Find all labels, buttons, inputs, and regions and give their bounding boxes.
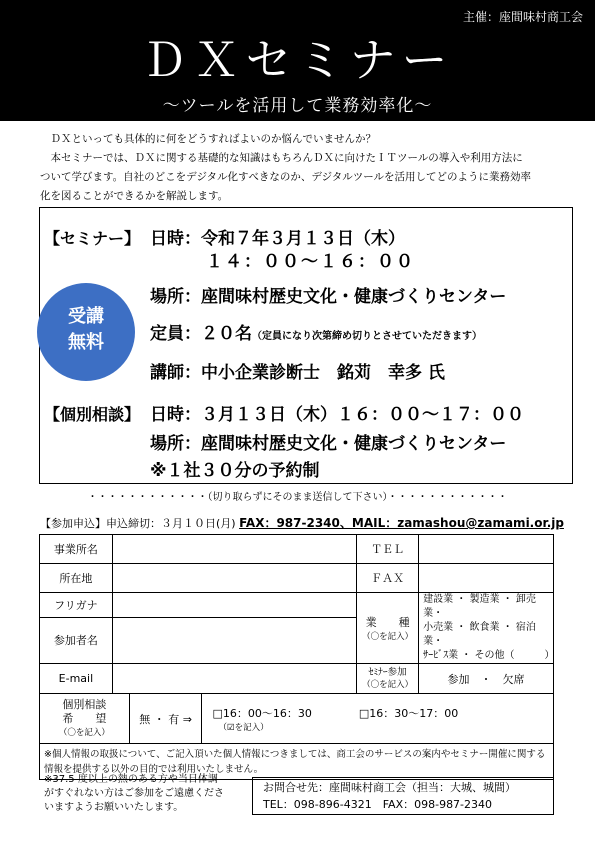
email-label: E-mail	[40, 664, 113, 694]
fax-field[interactable]	[419, 564, 554, 593]
seminar-lecturer-label: 講師：	[150, 363, 201, 383]
industry-note: （〇を記入）	[362, 632, 414, 642]
header-banner	[0, 0, 595, 121]
slot-note: （☑を記入）	[218, 722, 269, 733]
apply-info	[40, 514, 564, 531]
consult-choice[interactable]: 無 ・ 有 ⇒	[129, 694, 202, 744]
application-form	[39, 534, 554, 780]
page-title: ＤＸセミナー	[141, 33, 454, 87]
industry-label-cell	[357, 593, 419, 664]
company-field[interactable]	[112, 535, 356, 564]
consult-wish-label: 希 望	[62, 711, 107, 725]
tel-field[interactable]	[419, 535, 554, 564]
consult-wish-label: 個別相談	[62, 697, 107, 711]
contact-numbers: TEL：098-896-4321 FAX：098-987-2340	[263, 798, 493, 811]
attendee-label: 参加者名	[40, 617, 113, 663]
seminar-lecturer-value: 中小企業診断士 銘苅 幸多 氏	[201, 363, 445, 383]
contact-org: お問合せ先：座間味村商工会（担当：大城、城間）	[263, 781, 516, 794]
seminar-join-note: （〇を記入）	[362, 679, 414, 690]
intro-line: 化を図ることができるかを解説します。	[40, 190, 229, 202]
consult-place	[150, 429, 506, 454]
slot-checkbox-2[interactable]: □16：30～17：00	[358, 706, 459, 720]
cut-line: ・・・・・・・・・・・・（切り取らずにそのまま送信して下さい）・・・・・・・・・・・・	[87, 492, 508, 503]
tel-label: ＴＥＬ	[357, 535, 419, 564]
seminar-date-label: 日時：	[150, 229, 201, 249]
consult-date-label: 日時：	[150, 405, 201, 425]
seminar-capacity-note: （定員になり次第締め切りとさせていただきます）	[252, 331, 482, 342]
seminar-lecturer	[150, 358, 445, 383]
seminar-join-options[interactable]: 参加 ・ 欠席	[419, 664, 554, 694]
furigana-field[interactable]	[112, 593, 356, 618]
consult-place-label: 場所：	[150, 434, 201, 454]
industry-option-line: 小売業 ・ 飲食業 ・ 宿泊業・	[423, 622, 536, 647]
industry-label: 業 種	[365, 616, 410, 629]
consult-date	[150, 400, 524, 425]
contact-box	[252, 777, 554, 815]
seminar-place-label: 場所：	[150, 287, 201, 307]
seminar-capacity-value: ２０名	[201, 324, 252, 344]
privacy-notice: ※個人情報の取扱について、ご記入頂いた個人情報につきましては、商工会のサービスの案内やセミナー開催に関する情報を提供する以外の目的では利用いたしません。	[40, 744, 554, 780]
industry-option-line: 建設業 ・ 製造業 ・ 卸売業・	[423, 594, 536, 619]
intro-text	[40, 130, 560, 206]
furigana-label: フリガナ	[40, 593, 113, 618]
intro-line: 本セミナーでは、ＤＸに関する基礎的な知識はもちろんＤＸに向けたＩＴツールの導入や利用方法に	[50, 152, 523, 164]
seminar-place	[150, 282, 506, 307]
intro-line: ついて学びます。自社のどこをデジタル化すべきなのか、デジタルツールを活用してどのように業務効率	[40, 171, 531, 183]
free-badge	[37, 283, 135, 381]
address-label: 所在地	[40, 564, 113, 593]
seminar-capacity	[150, 319, 482, 344]
seminar-date	[150, 224, 405, 249]
apply-contact: FAX：987-2340、MAIL：zamashou@zamami.or.jp	[239, 516, 564, 530]
health-note-line: いますようお願いいたします。	[44, 802, 184, 813]
consult-wish-label-cell	[40, 694, 130, 744]
consult-label: 【個別相談】	[44, 405, 141, 424]
page-subtitle: ～ツールを活用して業務効率化～	[162, 96, 433, 116]
apply-deadline: 【参加申込】申込締切：３月１０日(月)	[40, 517, 240, 530]
consult-slots	[202, 694, 554, 744]
intro-line: ＤＸといっても具体的に何をどうすればよいのか悩んでいませんか？	[50, 133, 376, 145]
health-note-line: がすぐれない方はご参加をご遠慮くださ	[44, 788, 224, 799]
seminar-join-label-cell	[357, 664, 419, 694]
seminar-label: 【セミナー】	[44, 229, 141, 248]
seminar-join-label: ｾﾐﾅｰ参加	[368, 666, 407, 678]
industry-options[interactable]	[419, 593, 554, 664]
fax-label: ＦＡＸ	[357, 564, 419, 593]
health-note-line: ※37.5 度以上の熱のある方や当日体調	[44, 774, 218, 785]
consult-place-value: 座間味村歴史文化・健康づくりセンター	[201, 434, 507, 454]
organizer: 主催：座間味村商工会	[462, 10, 583, 24]
seminar-place-value: 座間味村歴史文化・健康づくりセンター	[201, 287, 507, 307]
address-field[interactable]	[112, 564, 356, 593]
consult-date-value: ３月１３日（木）１６：００～１７：００	[201, 405, 524, 425]
slot-checkbox-1[interactable]: □16：00～16：30	[212, 706, 312, 720]
free-badge-line: 受講	[68, 306, 104, 327]
consult-note: ※１社３０分の予約制	[150, 461, 320, 481]
company-label: 事業所名	[40, 535, 113, 564]
email-field[interactable]	[112, 664, 356, 694]
consult-wish-note: （〇を記入）	[58, 727, 110, 738]
industry-option-line: ｻｰﾋﾞｽ業 ・ その他（ ）	[423, 650, 555, 661]
health-note	[44, 773, 224, 815]
free-badge-line: 無料	[68, 332, 104, 353]
seminar-time: １４：００～１６：００	[206, 252, 415, 272]
seminar-date-value: 令和７年３月１３日（木）	[201, 229, 405, 249]
attendee-field[interactable]	[112, 617, 356, 663]
seminar-capacity-label: 定員：	[150, 324, 201, 344]
